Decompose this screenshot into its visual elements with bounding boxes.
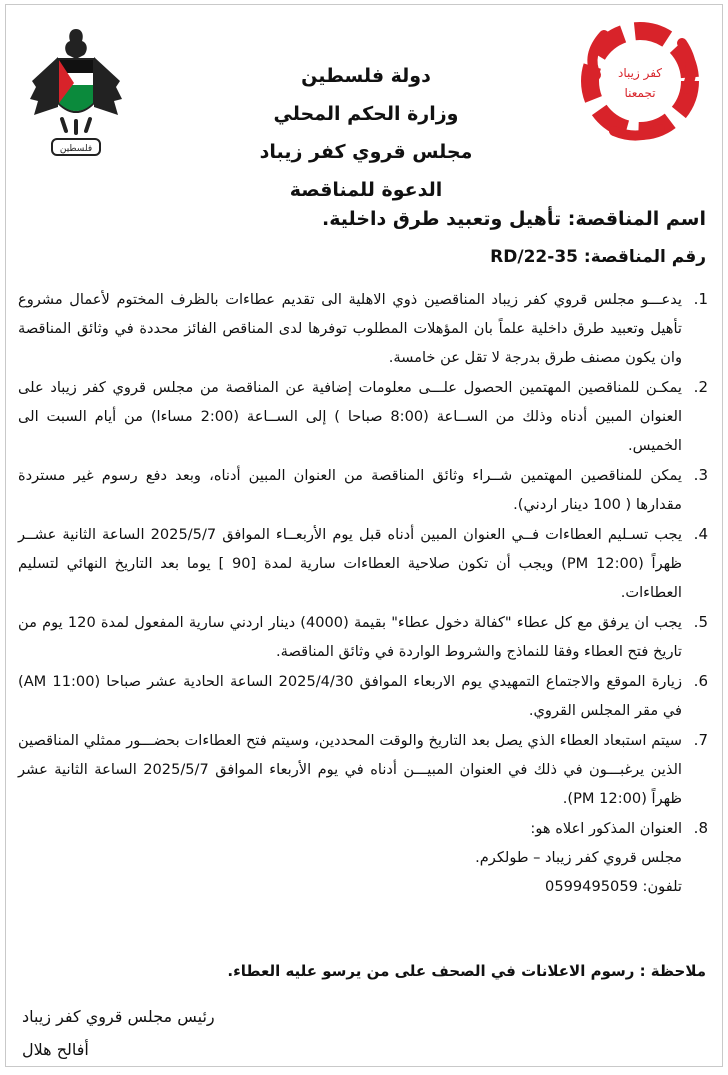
fees-note: ملاحظة : رسوم الاعلانات في الصحف على من يرسو عليه العطاء. bbox=[227, 962, 706, 980]
village-logo bbox=[574, 15, 706, 147]
ring-center bbox=[600, 41, 680, 121]
tender-number: رقم المناقصة: 35-22/RD bbox=[490, 247, 706, 267]
item-text: يجب ان يرفق مع كل عطاء "كفالة دخول عطاء" بقيمة (4000) دينار اردني سارية المفعول لمدة 120 يوم من تاريخ فتح العطاء وفقا للنماذج والشروط الواردة في وثائق المناقصة. bbox=[18, 614, 682, 660]
eagle-icon bbox=[28, 23, 124, 165]
phone-line: تلفون: 0599495059 bbox=[545, 878, 682, 895]
invitation-title: الدعوة للمناقصة bbox=[289, 179, 443, 201]
item-number: 7 . bbox=[694, 726, 708, 755]
ministry-name: وزارة الحكم المحلي bbox=[273, 103, 459, 125]
hands-circle-icon bbox=[574, 15, 706, 147]
condition-item bbox=[18, 520, 708, 607]
item-text: يمكـن للمناقصين المهتمين الحصول علـــى معلومات إضافية عن المناقصة من مجلس قروي كفر زيباد على العنوان المبين أدناه وذلك من الســاعة (8:00 صباحا ) إلى الســاعة (2:00 مساءا) من أيام السبت الى الخميس. bbox=[18, 379, 682, 454]
condition-item bbox=[18, 726, 708, 813]
condition-item bbox=[18, 461, 708, 519]
item-text: زيارة الموقع والاجتماع التمهيدي يوم الاربعاء الموافق 2025/4/30 الساعة الحادية عشر صباحا (11:00 AM) في مقر المجلس القروي. bbox=[18, 673, 682, 719]
signature-block bbox=[22, 1000, 215, 1066]
item-number: 3 . bbox=[694, 461, 708, 490]
condition-item bbox=[18, 285, 708, 372]
item-text: يدعـــو مجلس قروي كفر زيباد المناقصين ذوي الاهلية الى تقديم عطاءات بالظرف المختوم لأعمال مشروع تأهيل وتعبيد طرق داخلية علماً بان المؤهلات المطلوب توفرها لدى المناقص الفائز محددة في وثائق المناقصة وان يكون مصنف طرق بدرجة لا تقل عن خامسة. bbox=[18, 291, 682, 366]
logo-village-text: كفر زيباد bbox=[618, 66, 662, 80]
tender-conditions-list bbox=[18, 285, 708, 902]
emblem-text: فلسطين bbox=[59, 144, 93, 154]
hand-stroke-3 bbox=[614, 129, 660, 136]
signatory-title: رئيس مجلس قروي كفر زيباد bbox=[22, 1007, 215, 1026]
item-number: 2 . bbox=[694, 373, 708, 402]
document-header bbox=[206, 57, 526, 209]
condition-item bbox=[18, 814, 708, 901]
item-number: 4 . bbox=[694, 520, 708, 549]
item-text: العنوان المذكور اعلاه هو: bbox=[530, 820, 682, 837]
address-line: مجلس قروي كفر زيباد – طولكرم. bbox=[475, 849, 682, 866]
council-name: مجلس قروي كفر زيباد bbox=[259, 141, 473, 163]
state-name: دولة فلسطين bbox=[301, 65, 431, 87]
item-text: سيتم استبعاد العطاء الذي يصل بعد التاريخ والوقت المحددين، وسيتم فتح العطاءات بحضـــور ممثلي المناقصين الذين يرغبـــون في ذلك في العنوان المبيـــن أدناه في يوم الأربعاء الموافق 2025/5/7 الساعة الثانية عشر ظهراً (12:00 PM). bbox=[18, 732, 682, 807]
eagle-tail bbox=[62, 119, 90, 133]
eagle-head bbox=[65, 29, 87, 59]
palestine-emblem bbox=[28, 23, 124, 165]
item-number: 6 . bbox=[694, 667, 708, 696]
item-number: 5 . bbox=[694, 608, 708, 637]
tender-announcement bbox=[5, 4, 723, 1067]
condition-item bbox=[18, 667, 708, 725]
item-number: 8 . bbox=[694, 814, 708, 843]
signatory-name: أفالح هلال bbox=[22, 1040, 89, 1059]
item-number: 1 . bbox=[694, 285, 708, 314]
eagle-wing-left bbox=[30, 57, 58, 115]
tender-name: اسم المناقصة: تأهيل وتعبيد طرق داخلية. bbox=[322, 208, 706, 230]
item-text: يجب تسـليم العطاءات فــي العنوان المبين أدناه قبل يوم الأربعــاء الموافق 2025/5/7 الساعة الثانية عشــر ظهراً (12:00 PM) ويجب أن تكون صلاحية العطاءات سارية لمدة [90 ] يوما بعد التاريخ النهائي لتسليم العطاءات. bbox=[18, 526, 683, 601]
logo-slogan-text: تجمعنا bbox=[624, 86, 656, 100]
condition-item bbox=[18, 608, 708, 666]
item-text: يمكن للمناقصين المهتمين شــراء وثائق المناقصة من العنوان المبين أدناه، وبعد دفع رسوم غير مستردة مقدارها ( 100 دينار اردني). bbox=[18, 467, 682, 513]
condition-item bbox=[18, 373, 708, 460]
eagle-wing-right bbox=[94, 57, 122, 115]
